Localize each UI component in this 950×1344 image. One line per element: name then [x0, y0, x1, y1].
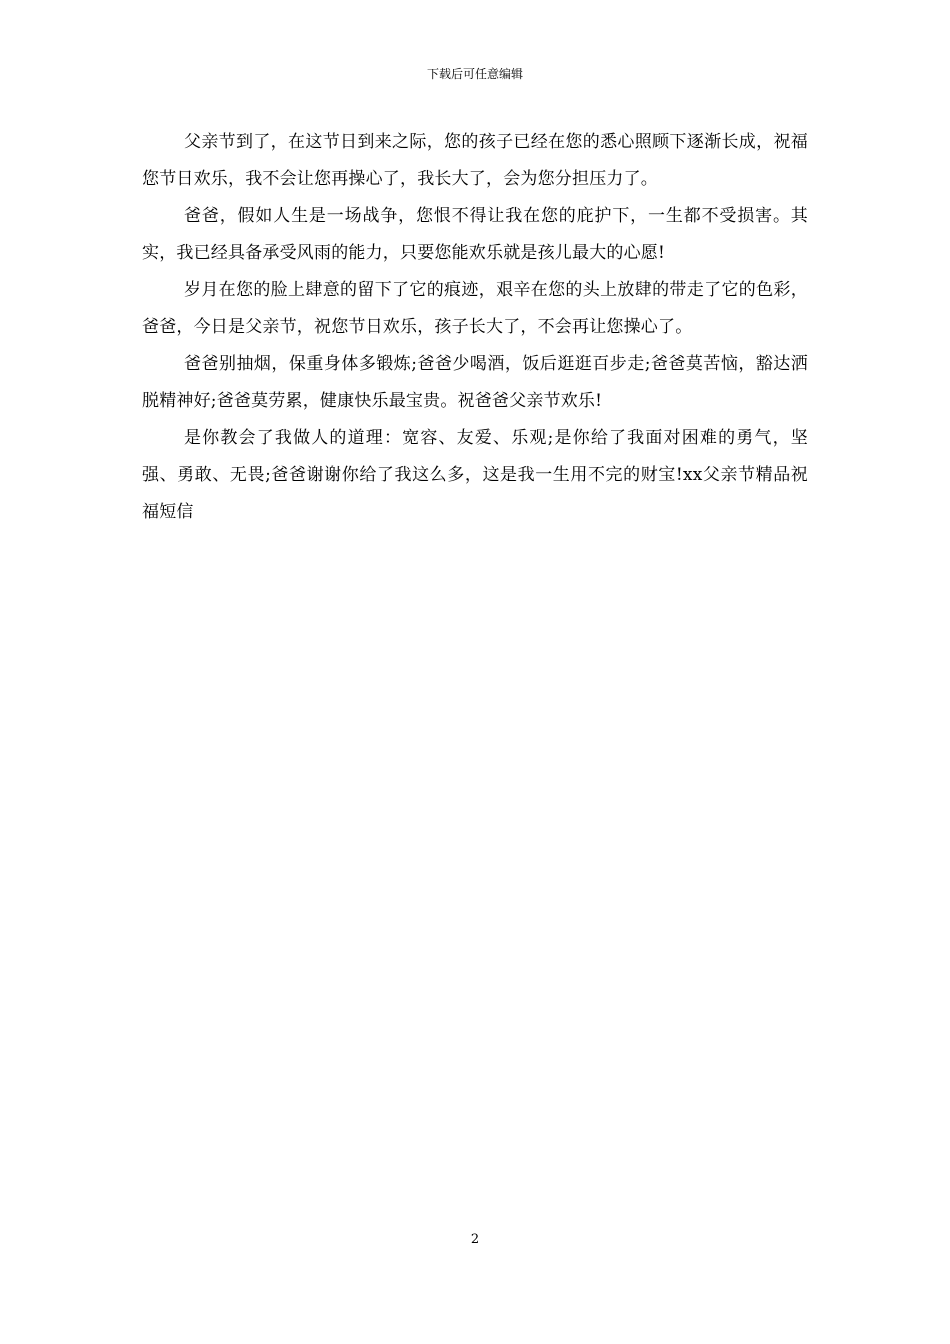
- paragraph-4: 爸爸别抽烟，保重身体多锻炼;爸爸少喝酒，饭后逛逛百步走;爸爸莫苦恼，豁达洒脱精神好;爸爸莫劳累，健康快乐最宝贵。祝爸爸父亲节欢乐!: [142, 354, 808, 411]
- paragraph-2: 爸爸，假如人生是一场战争，您恨不得让我在您的庇护下，一生都不受损害。其实，我已经具备承受风雨的能力，只要您能欢乐就是孩儿最大的心愿!: [142, 206, 808, 263]
- paragraph-5: 是你教会了我做人的道理：宽容、友爱、乐观;是你给了我面对困难的勇气，坚强、勇敢、无畏;爸爸谢谢你给了我这么多，这是我一生用不完的财宝!xx父亲节精品祝福短信: [142, 428, 808, 522]
- document-body: [142, 124, 808, 531]
- paragraph-3: 岁月在您的脸上肆意的留下了它的痕迹，艰辛在您的头上放肆的带走了它的色彩，爸爸，今日是父亲节，祝您节日欢乐，孩子长大了，不会再让您操心了。: [142, 280, 808, 337]
- paragraph-1: 父亲节到了，在这节日到来之际，您的孩子已经在您的悉心照顾下逐渐长成，祝福您节日欢乐，我不会让您再操心了，我长大了，会为您分担压力了。: [142, 132, 808, 189]
- page-header: 下载后可任意编辑: [426, 67, 523, 81]
- page-number: 2: [470, 1232, 480, 1247]
